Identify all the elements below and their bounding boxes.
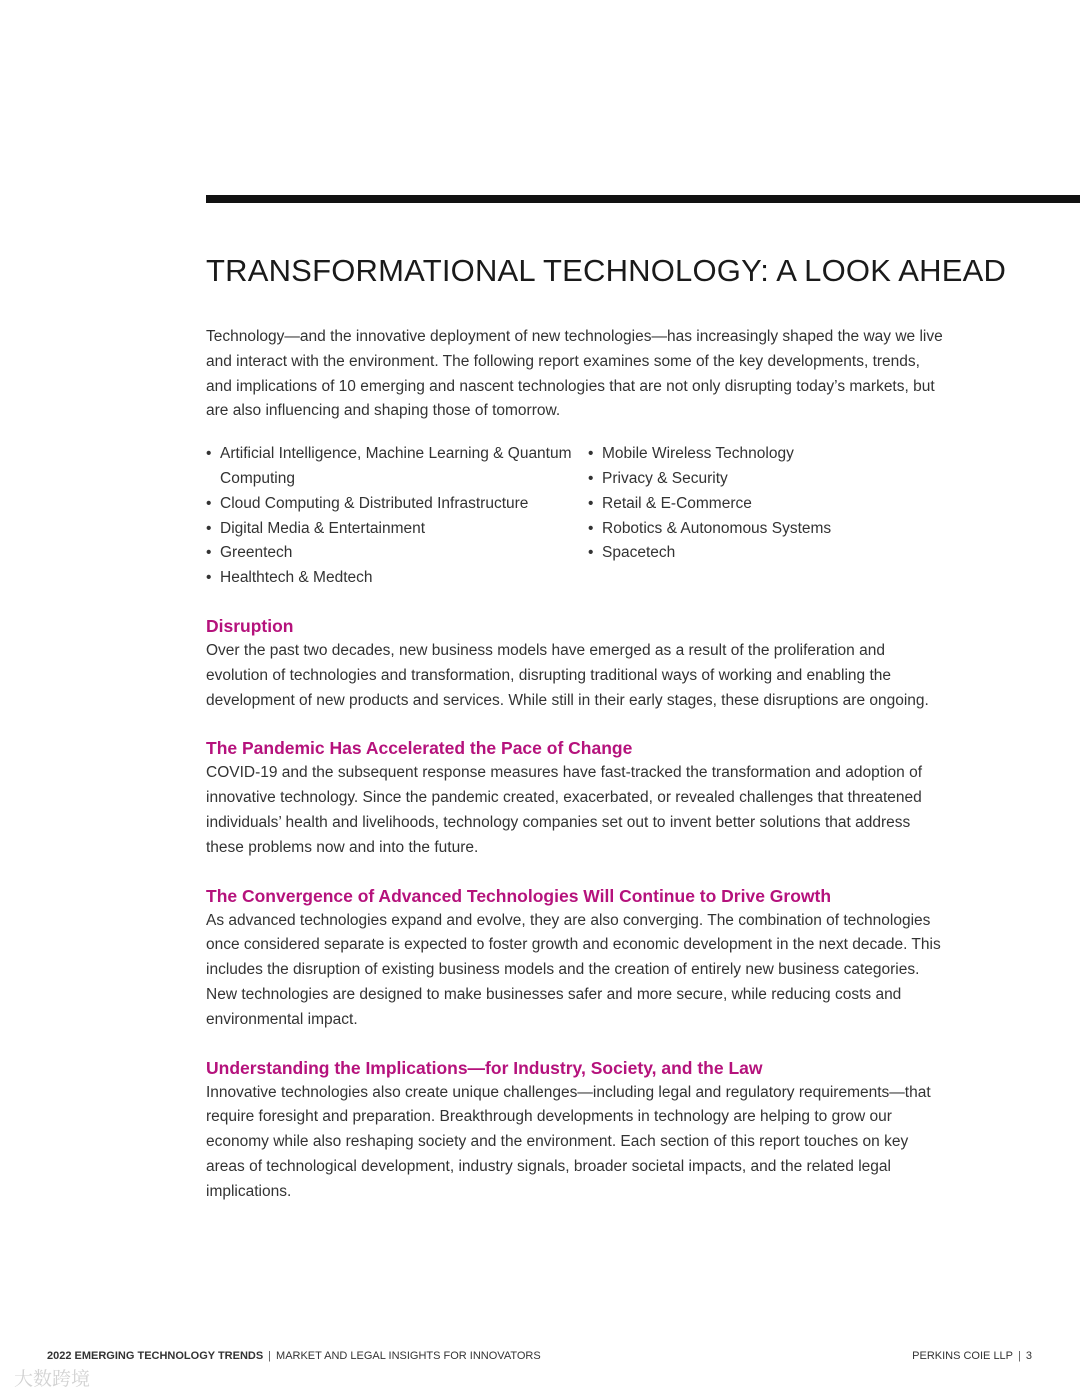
footer-separator: | (1018, 1350, 1021, 1362)
list-item (206, 492, 588, 517)
section-heading: The Pandemic Has Accelerated the Pace of Change (206, 738, 633, 759)
intro-paragraph: Technology—and the innovative deployment of new technologies—has increasingly shaped the way we live and interact with the environment. The following report examines some of the key developments, trends, and implications of 10 emerging and nascent technologies that are not only disrupting today’s markets, but are also influencing and shaping those of tomorrow. (206, 328, 943, 420)
bullet-icon: • (206, 544, 212, 562)
list-item (206, 442, 588, 492)
list-item (588, 541, 928, 566)
technology-list (206, 442, 946, 591)
section-heading: The Convergence of Advanced Technologies Will Continue to Drive Growth (206, 885, 832, 906)
section-body: COVID-19 and the subsequent response measures have fast-tracked the transformation and adoption of innovative technology. Since the pandemic created, exacerbated, or revealed challenges that threatened individuals’ health and livelihoods, technology companies set out to invent better solutions that address these problems now and into the future. (206, 764, 923, 856)
bullet-icon: • (206, 569, 212, 587)
footer-subtitle: MARKET AND LEGAL INSIGHTS FOR INNOVATORS (276, 1350, 541, 1362)
page-number: 3 (1025, 1350, 1032, 1362)
technology-list-right (588, 442, 928, 591)
bullet-icon: • (588, 494, 594, 512)
list-item (206, 517, 588, 542)
bullet-icon: • (588, 445, 594, 463)
footer-report-name: 2022 EMERGING TECHNOLOGY TRENDS (47, 1350, 264, 1362)
footer-firm: PERKINS COIE LLP (912, 1350, 1014, 1362)
bullet-icon: • (588, 469, 594, 487)
list-item-label: Artificial Intelligence, Machine Learning & Quantum Computing (220, 445, 572, 487)
list-item-label: Healthtech & Medtech (220, 569, 373, 587)
section-heading: Disruption (206, 615, 294, 636)
list-item-label: Privacy & Security (602, 469, 728, 487)
section-pandemic (206, 735, 946, 860)
list-item-label: Robotics & Autonomous Systems (602, 519, 832, 537)
bullet-icon: • (206, 519, 212, 537)
list-item-label: Digital Media & Entertainment (220, 519, 426, 537)
section-disruption (206, 613, 946, 713)
bullet-icon: • (206, 445, 212, 463)
list-item (588, 467, 928, 492)
section-convergence (206, 883, 946, 1033)
bullet-icon: • (206, 494, 212, 512)
list-item (588, 492, 928, 517)
list-item-label: Cloud Computing & Distributed Infrastructure (220, 494, 529, 512)
list-item-label: Spacetech (602, 544, 676, 562)
list-item (588, 442, 928, 467)
footer-separator: | (268, 1350, 272, 1362)
section-body: Over the past two decades, new business models have emerged as a result of the proliferation and evolution of technologies and transformation, disrupting traditional ways of working and enabling the development of new products and services. While still in their early stages, these disruptions are ongoing. (206, 641, 929, 709)
technology-list-left (206, 442, 588, 591)
section-implications (206, 1055, 946, 1205)
list-item-label: Mobile Wireless Technology (602, 445, 794, 463)
list-item (206, 566, 588, 591)
top-rule (206, 195, 1080, 203)
list-item-label: Greentech (220, 544, 293, 562)
page-title: TRANSFORMATIONAL TECHNOLOGY: A LOOK AHEAD (206, 253, 1007, 288)
watermark: 大数跨境 (14, 1369, 91, 1390)
list-item-label: Retail & E-Commerce (602, 494, 752, 512)
footer-left (47, 1349, 541, 1363)
main-content (206, 325, 946, 1205)
bullet-icon: • (588, 519, 594, 537)
footer-right (912, 1349, 1032, 1363)
section-heading: Understanding the Implications—for Industry, Society, and the Law (206, 1057, 763, 1078)
list-item (588, 517, 928, 542)
section-body: As advanced technologies expand and evolve, they are also converging. The combination of technologies once considered separate is expected to foster growth and economic development in the next decade. This includes the disruption of existing business models and the creation of entirely new business categories. New technologies are designed to make businesses safer and more secure, while reducing costs and environmental impact. (206, 911, 941, 1028)
list-item (206, 541, 588, 566)
section-body: Innovative technologies also create unique challenges—including legal and regulatory requirements—that require foresight and preparation. Breakthrough developments in technology are helping to grow our economy while also reshaping society and the environment. Each section of this report touches on key areas of technological development, industry signals, broader societal impacts, and the related legal implications. (206, 1083, 931, 1200)
bullet-icon: • (588, 544, 594, 562)
